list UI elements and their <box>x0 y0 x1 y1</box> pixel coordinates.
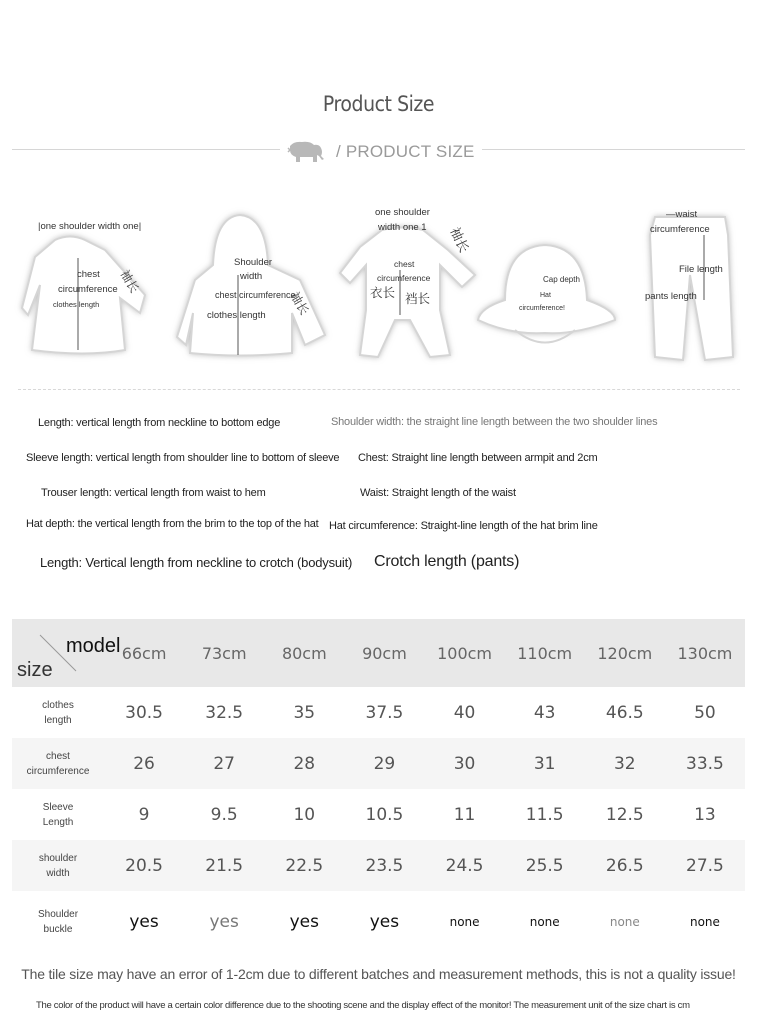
table-cell: 50 <box>694 702 716 723</box>
table-cell: yes <box>369 912 400 932</box>
dress-length-label: clothes length <box>53 300 100 309</box>
hat-illustration <box>478 245 615 343</box>
corner-size-label: size <box>17 659 53 681</box>
table-cell: 29 <box>344 738 424 789</box>
table-cell: none <box>689 915 720 929</box>
table-cell: 28 <box>264 738 344 789</box>
table-cell: 46.5 <box>605 702 644 723</box>
jacket-shoulder-label: Shoulder <box>234 257 273 268</box>
jacket-chest-label: chest circumference <box>215 290 296 300</box>
table-cell: 43 <box>533 702 556 723</box>
table-row-buckle <box>12 891 745 953</box>
table-row-sleeve <box>12 789 745 840</box>
table-cell: 22.5 <box>264 840 344 891</box>
size-col-header: 130cm <box>665 619 745 687</box>
table-cell: 10.5 <box>365 804 404 825</box>
size-col-header: 100cm <box>425 619 505 687</box>
size-header-row <box>12 619 745 687</box>
dress-illustration <box>22 221 145 354</box>
row-label <box>12 789 104 840</box>
table-cell: none <box>609 915 640 929</box>
row-label <box>12 738 104 789</box>
desc-chest: Chest: Straight line length between armpit and 2cm <box>358 452 598 464</box>
section-subtitle <box>286 140 475 164</box>
table-cell: 13 <box>694 804 716 825</box>
dress-sleeve-label: 袖长 <box>117 267 142 296</box>
table-cell: 31 <box>505 738 585 789</box>
table-cell: 24.5 <box>425 840 505 891</box>
hat-hat-label: Hat <box>540 292 551 299</box>
row-label-text: Shoulder buckle <box>38 909 79 935</box>
table-cell: 25.5 <box>505 840 585 891</box>
table-cell: yes <box>129 912 159 932</box>
table-cell: 23.5 <box>344 840 424 891</box>
pants-circumference-label: circumference <box>650 224 710 235</box>
pants-file-length-label: File length <box>679 264 723 275</box>
table-cell: 26.5 <box>585 840 665 891</box>
desc-crotch-length: Crotch length (pants) <box>374 553 520 570</box>
bodysuit-width-label: width one 1 <box>378 222 427 233</box>
table-cell: none <box>529 915 560 929</box>
table-cell: 12.5 <box>605 804 644 825</box>
desc-hat-circumference: Hat circumference: Straight-line length of the hat brim line <box>329 520 598 532</box>
table-row-shoulder <box>12 840 745 891</box>
table-cell: yes <box>209 912 239 932</box>
desc-shoulder-width: Shoulder width: the straight line length between the two shoulder lines <box>331 416 658 428</box>
table-cell: 32.5 <box>205 702 244 723</box>
subtitle-text: / PRODUCT SIZE <box>336 142 475 161</box>
table-cell: 33.5 <box>665 738 745 789</box>
jacket-sleeve-label: 袖长 <box>287 289 312 318</box>
table-cell: 37.5 <box>365 702 404 723</box>
disclaimer-color: The color of the product will have a certain color difference due to the shooting scene and the display effect of the monitor! The measurement unit of the size chart is cm <box>36 1000 690 1011</box>
table-cell: 40 <box>453 702 476 723</box>
table-cell: 9.5 <box>210 804 238 825</box>
row-label-text: clothes length <box>42 699 74 726</box>
table-cell: 11 <box>453 804 476 825</box>
table-cell: 32 <box>585 738 665 789</box>
pants-illustration <box>645 209 733 360</box>
table-cell: 30.5 <box>125 702 163 723</box>
bodysuit-illustration <box>340 207 475 357</box>
pants-waist-label: —waist <box>666 209 698 220</box>
dress-chest-label: chest <box>77 269 100 280</box>
dress-circumference-label: circumference <box>58 284 118 295</box>
table-cell: 9 <box>138 804 150 825</box>
bodysuit-circumference-label: circumference <box>377 273 431 283</box>
jacket-width-label: width <box>240 271 263 282</box>
dashed-divider <box>18 389 740 390</box>
desc-bodysuit-length: Length: Vertical length from neckline to crotch (bodysuit) <box>40 555 353 570</box>
size-table <box>12 619 745 953</box>
hat-depth-label: Cap depth <box>543 275 580 284</box>
table-cell: yes <box>289 912 319 932</box>
table-cell: 27.5 <box>665 840 745 891</box>
table-cell: 26 <box>104 738 184 789</box>
jacket-length-label: clothes length <box>207 310 266 321</box>
bodysuit-sleeve-label: 袖长 <box>447 224 472 255</box>
size-col-header: 110cm <box>505 619 585 687</box>
table-row-clothes-length <box>12 687 745 738</box>
divider-left <box>12 149 280 150</box>
table-cell: 30 <box>425 738 505 789</box>
jacket-illustration <box>177 215 325 356</box>
corner-model-label: model <box>66 635 121 657</box>
table-cell: 27 <box>184 738 264 789</box>
row-label <box>12 687 104 738</box>
table-cell: none <box>449 915 480 929</box>
size-col-header: 80cm <box>264 619 344 687</box>
size-col-header: 66cm <box>104 619 184 687</box>
table-cell: 10 <box>293 804 316 825</box>
table-cell: 20.5 <box>104 840 184 891</box>
size-col-header: 73cm <box>184 619 264 687</box>
hat-circumference-label: circumference! <box>519 305 565 312</box>
divider-right <box>482 149 745 150</box>
desc-hat-depth: Hat depth: the vertical length from the brim to the top of the hat <box>26 518 319 530</box>
dress-shoulder-label: |one shoulder width one| <box>38 221 142 232</box>
desc-length: Length: vertical length from neckline to bottom edge <box>38 417 281 429</box>
bodysuit-crotch-label: 裆长 <box>405 292 431 306</box>
size-col-header: 120cm <box>585 619 665 687</box>
desc-sleeve-length: Sleeve length: vertical length from shoulder line to bottom of sleeve <box>26 452 340 464</box>
table-cell: 11.5 <box>525 804 564 825</box>
garment-illustrations <box>0 195 757 375</box>
page-title: Product Size <box>322 92 435 116</box>
table-cell: 35 <box>293 702 316 723</box>
row-label-text: Sleeve Length <box>42 801 74 828</box>
table-row-chest <box>12 738 745 789</box>
disclaimer-size-error: The tile size may have an error of 1-2cm due to different batches and measurement methods, this is not a quality issue! <box>21 966 736 982</box>
desc-waist: Waist: Straight length of the waist <box>360 487 516 499</box>
table-corner <box>12 619 121 687</box>
row-label <box>12 840 104 891</box>
bodysuit-shoulder-label: one shoulder <box>375 207 430 218</box>
table-cell: 21.5 <box>184 840 264 891</box>
pants-length-label: pants length <box>645 291 697 302</box>
elephant-icon <box>286 140 330 164</box>
size-col-header: 90cm <box>344 619 424 687</box>
bodysuit-chest-label: chest <box>394 259 415 269</box>
row-label <box>12 891 104 953</box>
row-label-text: chest circumference <box>26 750 90 777</box>
desc-trouser-length: Trouser length: vertical length from waist to hem <box>41 487 266 499</box>
bodysuit-length-label: 衣长 <box>370 286 396 300</box>
row-label-text: shoulder width <box>38 852 78 879</box>
